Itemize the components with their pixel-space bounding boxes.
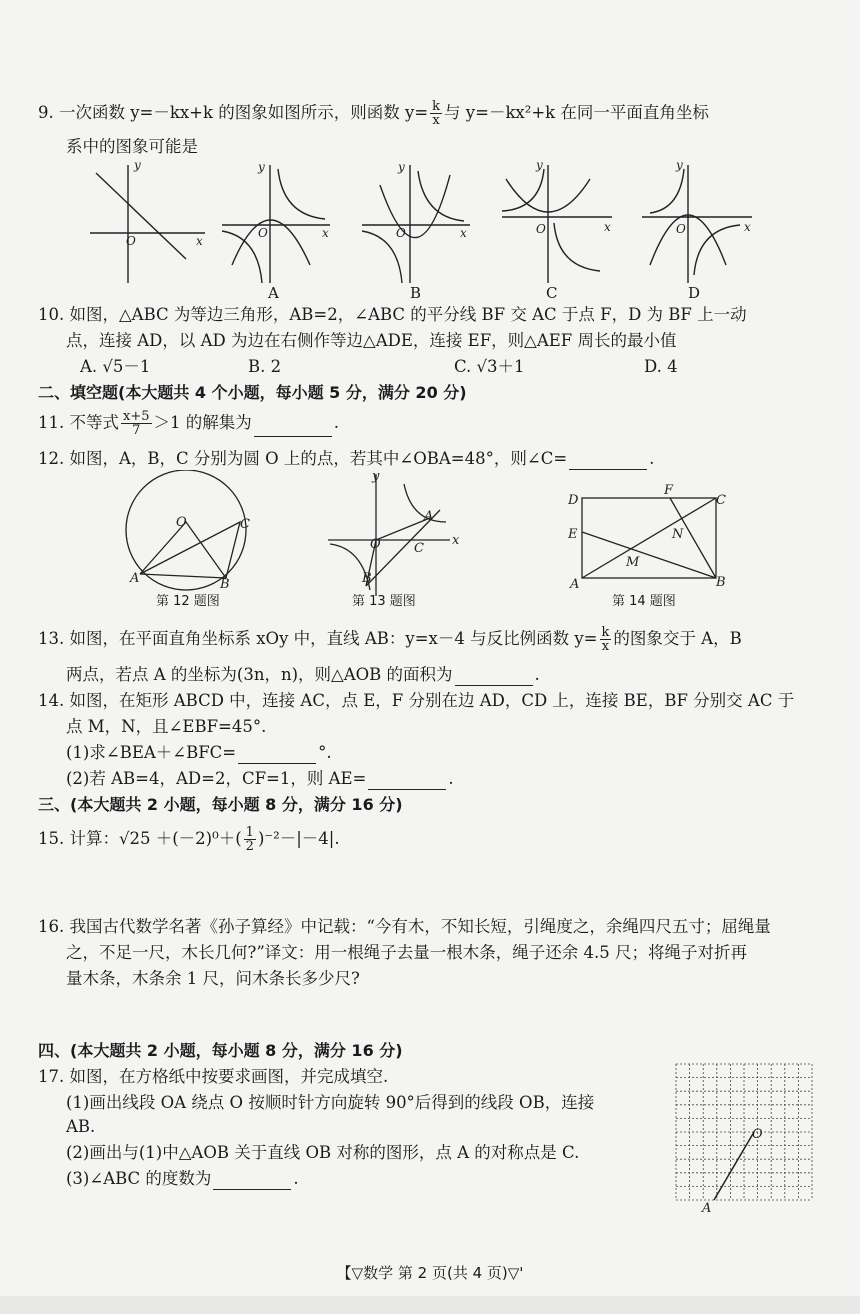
q14-part2-blank[interactable] <box>368 773 446 790</box>
q14-part1-blank[interactable] <box>238 747 316 764</box>
q10-line1: 10. 如图，△ABC 为等边三角形，AB=2，∠ABC 的平分线 BF 交 AC 于点 F，D 为 BF 上一动 <box>38 305 747 324</box>
section-2-heading: 二、填空题(本大题共 4 个小题，每小题 5 分，满分 20 分) <box>38 383 467 402</box>
bottom-bar <box>0 1296 860 1314</box>
q17-line1: 17. 如图，在方格纸中按要求画图，并完成填空. <box>38 1067 389 1086</box>
svg-text:F: F <box>664 483 674 498</box>
q12-answer-blank[interactable] <box>569 453 647 470</box>
svg-text:A: A <box>130 571 140 586</box>
svg-text:B: B <box>716 575 726 590</box>
q11: 11. 不等式 $\frac{x+5}{7}$ ＞1 的解集为 . <box>38 409 339 438</box>
page-footer: 【▽数学 第 2 页(共 4 页)▽' <box>336 1264 524 1282</box>
svg-text:y: y <box>258 160 265 174</box>
q11-answer-blank[interactable] <box>254 420 332 437</box>
svg-text:N: N <box>672 527 684 542</box>
svg-text:O: O <box>370 537 381 552</box>
svg-text:A: A <box>570 577 580 592</box>
svg-text:x: x <box>452 533 460 548</box>
svg-text:O: O <box>752 1127 763 1142</box>
q13-fraction: $\frac{k}{x}$ <box>601 625 610 654</box>
q9-fraction: $\frac{k}{x}$ <box>432 99 441 128</box>
fig12-caption: 第 12 题图 <box>156 594 220 609</box>
svg-text:D: D <box>568 493 579 508</box>
section-4-heading: 四、(本大题共 2 小题，每小题 8 分，满分 16 分) <box>38 1041 403 1060</box>
q10-choice-a: A. √5－1 <box>80 357 151 376</box>
svg-text:y: y <box>134 158 141 172</box>
svg-text:y: y <box>398 160 405 174</box>
svg-text:O: O <box>536 222 546 236</box>
q17-part1-cont: AB. <box>66 1117 96 1136</box>
q17-part2: (2)画出与(1)中△AOB 关于直线 OB 对称的图形，点 A 的对称点是 C. <box>66 1143 580 1162</box>
svg-text:B: B <box>220 577 230 592</box>
svg-text:x: x <box>744 220 751 234</box>
q9-option-c: C <box>546 284 558 302</box>
svg-text:O: O <box>396 226 406 240</box>
q13-line1: 13. 如图，在平面直角坐标系 xOy 中，直线 AB：y=x－4 与反比例函数 y= $\frac{k}{x}$ 的图象交于 A，B <box>38 625 742 654</box>
svg-text:C: C <box>716 493 726 508</box>
fig13-caption: 第 13 题图 <box>352 594 416 609</box>
q14-part1: (1)求∠BEA＋∠BFC= °. <box>66 743 332 762</box>
q17-part3: (3)∠ABC 的度数为 . <box>66 1169 299 1188</box>
q9-option-b: B <box>410 284 422 302</box>
q17-part1: (1)画出线段 OA 绕点 O 按顺时针方向旋转 90°后得到的线段 OB，连接 <box>66 1093 595 1112</box>
q15-fraction: $\frac{1}{2}$ <box>245 825 254 854</box>
section-3-heading: 三、(本大题共 2 小题，每小题 8 分，满分 16 分) <box>38 795 403 814</box>
q12: 12. 如图，A，B，C 分别为圆 O 上的点，若其中∠OBA=48°，则∠C= . <box>38 449 655 468</box>
svg-text:y: y <box>676 158 683 172</box>
q9-figures <box>0 155 860 305</box>
svg-text:O: O <box>258 226 268 240</box>
q10-choice-d: D. 4 <box>644 357 678 376</box>
svg-text:C: C <box>240 517 250 532</box>
svg-text:x: x <box>460 226 467 240</box>
q11-fraction: $\frac{x+5}{7}$ <box>123 409 150 438</box>
q17-grid-figure <box>672 1058 822 1218</box>
svg-text:C: C <box>414 541 424 556</box>
q16-line1: 16. 我国古代数学名著《孙子算经》中记载：“今有木，不知长短，引绳度之，余绳四尺五寸；屈绳量 <box>38 917 771 936</box>
figures-12-14 <box>0 470 860 600</box>
svg-text:O: O <box>176 515 187 530</box>
svg-text:x: x <box>322 226 329 240</box>
svg-text:y: y <box>536 158 543 172</box>
q10-choice-c: C. √3＋1 <box>454 357 525 376</box>
q9-option-a: A <box>268 284 279 302</box>
q15: 15. 计算：√25 ＋(－2)⁰＋( $\frac{1}{2}$ )⁻²－|－4|. <box>38 825 340 854</box>
svg-text:x: x <box>604 220 611 234</box>
q9-option-d: D <box>688 284 701 302</box>
q14-line1: 14. 如图，在矩形 ABCD 中，连接 AC，点 E，F 分别在边 AD，CD 上，连接 BE，BF 分别交 AC 于 <box>38 691 795 710</box>
q14-line2: 点 M，N，且∠EBF=45°. <box>66 717 267 736</box>
q10-choice-b: B. 2 <box>248 357 282 376</box>
svg-text:O: O <box>676 222 686 236</box>
q13-answer-blank[interactable] <box>455 669 533 686</box>
q17-answer-blank[interactable] <box>213 1173 291 1190</box>
svg-text:y: y <box>372 470 380 484</box>
svg-text:A: A <box>424 509 434 524</box>
svg-text:A: A <box>702 1201 712 1216</box>
fig14-caption: 第 14 题图 <box>612 594 676 609</box>
q13-line2: 两点，若点 A 的坐标为(3n，n)，则△AOB 的面积为 . <box>66 665 540 684</box>
svg-text:x: x <box>196 234 203 248</box>
svg-text:M: M <box>626 555 640 570</box>
svg-text:E: E <box>568 527 578 542</box>
q14-part2: (2)若 AB=4，AD=2，CF=1，则 AE= . <box>66 769 454 788</box>
q9-line2: 系中的图象可能是 <box>66 137 198 156</box>
svg-text:B: B <box>362 571 372 586</box>
q16-line2: 之，不足一尺，木长几何?”译文：用一根绳子去量一根木条，绳子还余 4.5 尺；将绳子对折再 <box>66 943 748 962</box>
svg-text:O: O <box>126 234 136 248</box>
q9-line1: 9. 一次函数 y=－kx+k 的图象如图所示，则函数 y= $\frac{k}{x}$ 与 y=－kx²+k 在同一平面直角坐标 <box>38 99 709 128</box>
q10-line2: 点，连接 AD，以 AD 为边在右侧作等边△ADE，连接 EF，则△AEF 周长的最小值 <box>66 331 677 350</box>
q16-line3: 量木条，木条余 1 尺，问木条长多少尺? <box>66 969 360 988</box>
